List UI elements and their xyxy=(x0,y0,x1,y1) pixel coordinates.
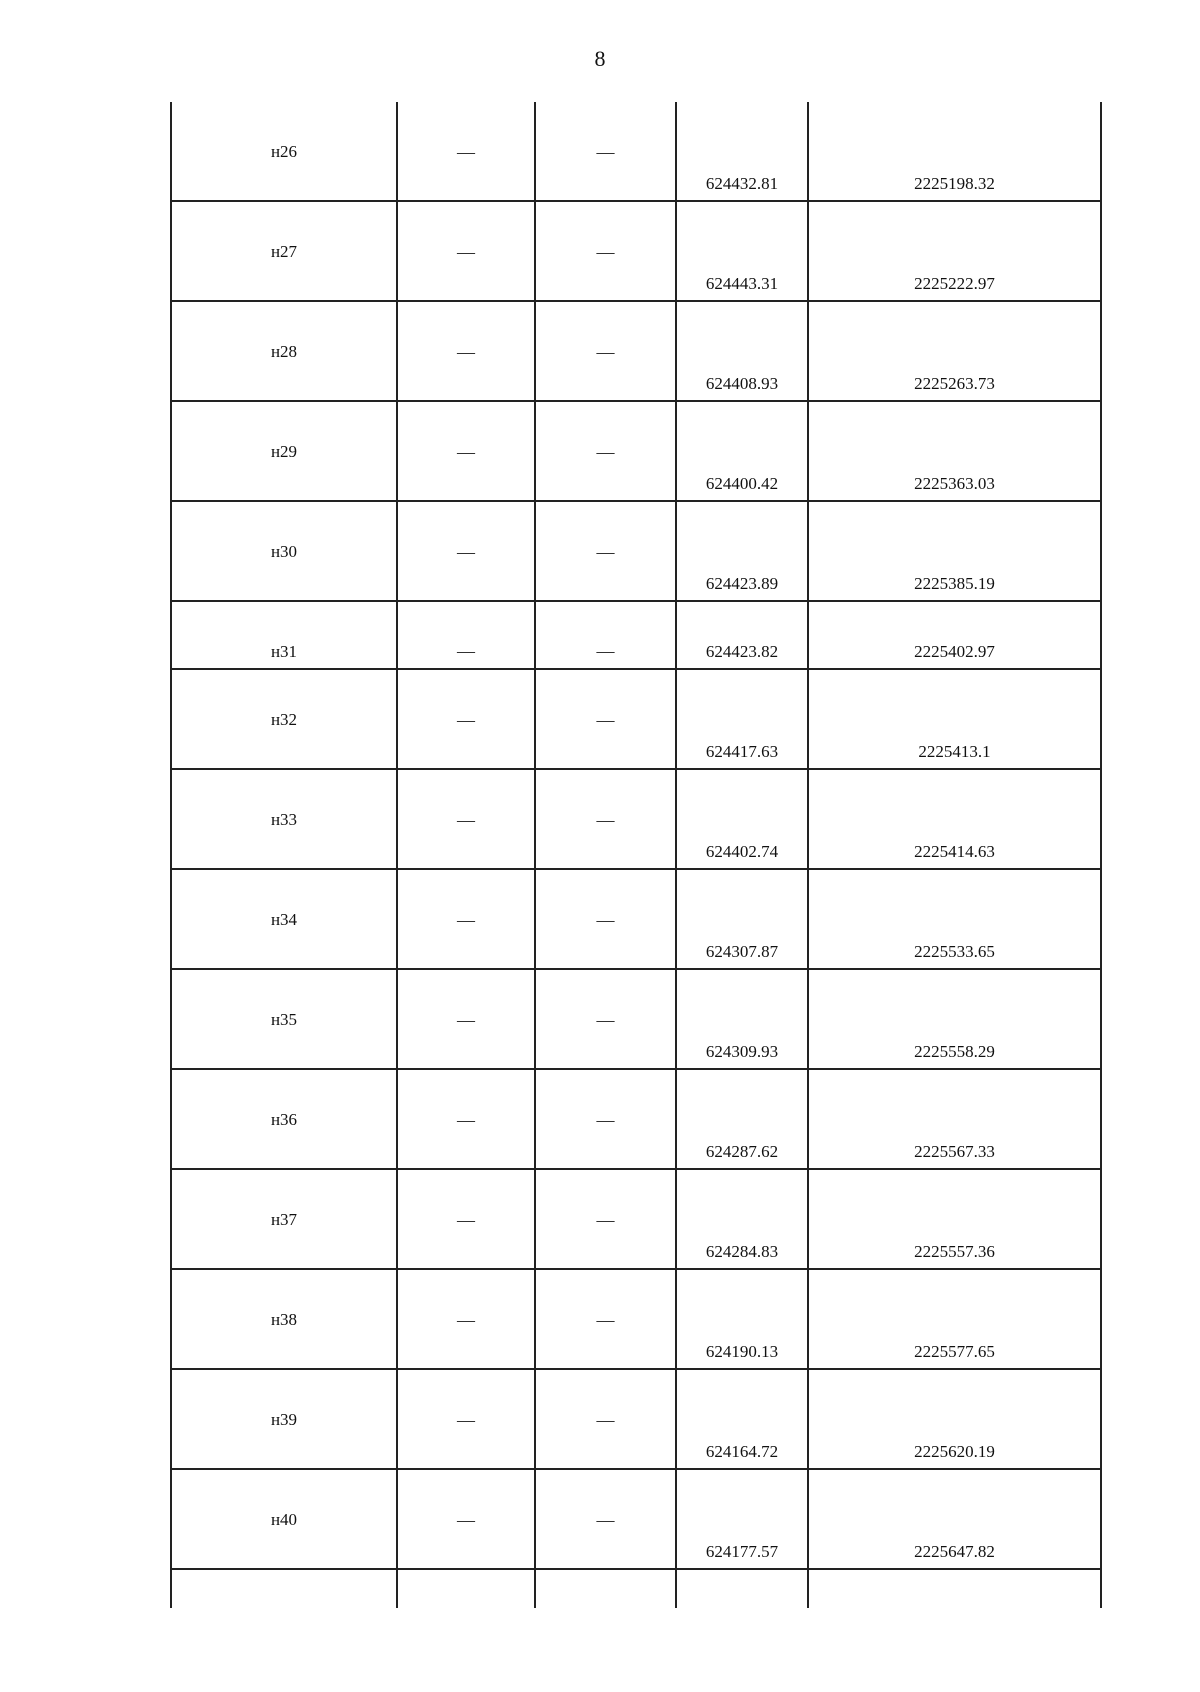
y-coordinate-cell xyxy=(807,670,1102,768)
dash-cell-text: — xyxy=(457,1310,475,1330)
dash-cell xyxy=(396,102,534,200)
y-coordinate-cell xyxy=(807,770,1102,868)
x-coordinate-cell xyxy=(675,602,807,668)
x-coordinate-cell xyxy=(675,1170,807,1268)
dash-cell-text: — xyxy=(596,1110,615,1130)
x-coordinate-cell xyxy=(675,1470,807,1568)
dash-cell-text: — xyxy=(457,1510,475,1530)
x-coordinate-cell xyxy=(675,1070,807,1168)
point-name-cell xyxy=(170,670,396,768)
dash-cell xyxy=(534,1170,675,1268)
dash-cell-text: — xyxy=(457,342,475,362)
y-coordinate-cell-text: 2225577.65 xyxy=(914,1342,995,1361)
dash-cell xyxy=(396,302,534,400)
y-coordinate-cell xyxy=(807,102,1102,200)
point-name-cell-text: н34 xyxy=(270,910,298,929)
y-coordinate-cell-text: 2225414.63 xyxy=(914,842,995,861)
dash-cell xyxy=(534,402,675,500)
dash-cell xyxy=(396,502,534,600)
y-coordinate-cell-text: 2225647.82 xyxy=(914,1542,995,1561)
y-coordinate-cell xyxy=(807,1470,1102,1568)
dash-cell xyxy=(534,1470,675,1568)
dash-cell-text: — xyxy=(596,810,615,830)
table-row xyxy=(170,970,1102,1070)
point-name-cell xyxy=(170,770,396,868)
dash-cell xyxy=(396,970,534,1068)
x-coordinate-cell xyxy=(675,302,807,400)
x-coordinate-cell-text: 624402.74 xyxy=(705,842,779,861)
point-name-cell-text: н26 xyxy=(270,142,298,161)
dash-cell xyxy=(396,1270,534,1368)
x-coordinate-cell xyxy=(675,770,807,868)
table-row xyxy=(170,1470,1102,1570)
dash-cell-text: — xyxy=(457,710,475,730)
y-coordinate-cell xyxy=(807,302,1102,400)
dash-cell-text: — xyxy=(596,542,615,562)
x-coordinate-cell-text: 624287.62 xyxy=(705,1142,779,1161)
x-coordinate-cell-text: 624307.87 xyxy=(705,942,779,961)
x-coordinate-cell xyxy=(675,970,807,1068)
dash-cell-text: — xyxy=(596,910,615,930)
x-coordinate-cell xyxy=(675,102,807,200)
table-row xyxy=(170,502,1102,602)
dash-cell xyxy=(534,1070,675,1168)
dash-cell-text: — xyxy=(457,142,475,162)
dash-cell xyxy=(534,602,675,668)
point-name-cell-text: н31 xyxy=(270,642,298,661)
dash-cell-text: — xyxy=(596,242,615,262)
y-coordinate-cell xyxy=(807,602,1102,668)
y-coordinate-cell-text: 2225413.1 xyxy=(918,742,991,761)
dash-cell-text: — xyxy=(596,1010,615,1030)
dash-cell-text: — xyxy=(596,142,615,162)
y-coordinate-cell-text: 2225222.97 xyxy=(914,274,995,293)
point-name-cell xyxy=(170,402,396,500)
dash-cell-text: — xyxy=(596,1410,615,1430)
dash-cell xyxy=(534,502,675,600)
x-coordinate-cell xyxy=(675,870,807,968)
dash-cell xyxy=(396,1370,534,1468)
x-coordinate-cell xyxy=(675,670,807,768)
x-coordinate-cell xyxy=(675,1370,807,1468)
y-coordinate-cell-text: 2225402.97 xyxy=(914,642,995,661)
x-coordinate-cell xyxy=(675,502,807,600)
y-coordinate-cell-text: 2225557.36 xyxy=(914,1242,995,1261)
x-coordinate-cell-text: 624417.63 xyxy=(705,742,779,761)
dash-cell xyxy=(396,670,534,768)
dash-cell-text: — xyxy=(457,542,475,562)
dash-cell-text: — xyxy=(596,342,615,362)
dash-cell xyxy=(396,602,534,668)
y-coordinate-cell xyxy=(807,970,1102,1068)
dash-cell-text: — xyxy=(457,242,475,262)
dash-cell xyxy=(396,202,534,300)
dash-cell xyxy=(396,402,534,500)
y-coordinate-cell-text: 2225263.73 xyxy=(914,374,995,393)
table-row xyxy=(170,202,1102,302)
dash-cell xyxy=(534,1370,675,1468)
point-name-cell-text: н38 xyxy=(270,1310,298,1329)
table-row xyxy=(170,1270,1102,1370)
point-name-cell xyxy=(170,102,396,200)
dash-cell-text: — xyxy=(596,1510,615,1530)
tail-cell xyxy=(675,1570,807,1608)
point-name-cell xyxy=(170,502,396,600)
tail-cell xyxy=(807,1570,1102,1608)
x-coordinate-cell-text: 624423.82 xyxy=(705,642,779,661)
x-coordinate-cell xyxy=(675,402,807,500)
dash-cell xyxy=(396,1470,534,1568)
y-coordinate-cell xyxy=(807,1070,1102,1168)
y-coordinate-cell-text: 2225363.03 xyxy=(914,474,995,493)
y-coordinate-cell-text: 2225558.29 xyxy=(914,1042,995,1061)
y-coordinate-cell-text: 2225198.32 xyxy=(914,174,995,193)
x-coordinate-cell-text: 624443.31 xyxy=(705,274,779,293)
x-coordinate-cell-text: 624432.81 xyxy=(705,174,779,193)
y-coordinate-cell xyxy=(807,502,1102,600)
dash-cell-text: — xyxy=(596,1210,615,1230)
point-name-cell-text: н30 xyxy=(270,542,298,561)
dash-cell-text: — xyxy=(457,810,475,830)
table-row xyxy=(170,402,1102,502)
point-name-cell-text: н33 xyxy=(270,810,298,829)
point-name-cell-text: н37 xyxy=(270,1210,298,1229)
point-name-cell-text: н32 xyxy=(270,710,298,729)
point-name-cell xyxy=(170,1270,396,1368)
dash-cell xyxy=(534,202,675,300)
dash-cell xyxy=(534,102,675,200)
dash-cell-text: — xyxy=(596,442,615,462)
x-coordinate-cell-text: 624408.93 xyxy=(705,374,779,393)
dash-cell xyxy=(534,870,675,968)
dash-cell-text: — xyxy=(457,910,475,930)
dash-cell xyxy=(534,670,675,768)
x-coordinate-cell-text: 624309.93 xyxy=(705,1042,779,1061)
dash-cell xyxy=(396,1170,534,1268)
point-name-cell-text: н36 xyxy=(270,1110,298,1129)
table-row xyxy=(170,1070,1102,1170)
dash-cell-text: — xyxy=(457,641,475,661)
dash-cell xyxy=(534,302,675,400)
point-name-cell xyxy=(170,1470,396,1568)
dash-cell-text: — xyxy=(457,1110,475,1130)
y-coordinate-cell xyxy=(807,870,1102,968)
y-coordinate-cell-text: 2225567.33 xyxy=(914,1142,995,1161)
x-coordinate-cell-text: 624177.57 xyxy=(705,1542,779,1561)
dash-cell xyxy=(396,770,534,868)
y-coordinate-cell xyxy=(807,202,1102,300)
table-continuation-row xyxy=(170,1570,1102,1608)
table-row xyxy=(170,602,1102,670)
point-name-cell xyxy=(170,1370,396,1468)
table-row xyxy=(170,102,1102,202)
table-body xyxy=(170,102,1102,1570)
y-coordinate-cell xyxy=(807,1170,1102,1268)
point-name-cell-text: н40 xyxy=(270,1510,298,1529)
table-row xyxy=(170,670,1102,770)
point-name-cell xyxy=(170,970,396,1068)
dash-cell xyxy=(534,1270,675,1368)
table-row xyxy=(170,870,1102,970)
point-name-cell-text: н35 xyxy=(270,1010,298,1029)
y-coordinate-cell xyxy=(807,402,1102,500)
point-name-cell xyxy=(170,1070,396,1168)
coordinates-table xyxy=(170,102,1102,1608)
x-coordinate-cell-text: 624190.13 xyxy=(705,1342,779,1361)
table-row xyxy=(170,302,1102,402)
page-number: 8 xyxy=(594,46,606,71)
tail-cell xyxy=(534,1570,675,1608)
y-coordinate-cell-text: 2225533.65 xyxy=(914,942,995,961)
dash-cell-text: — xyxy=(596,1310,615,1330)
dash-cell-text: — xyxy=(596,710,615,730)
x-coordinate-cell-text: 624164.72 xyxy=(705,1442,779,1461)
dash-cell xyxy=(534,970,675,1068)
y-coordinate-cell-text: 2225385.19 xyxy=(914,574,995,593)
point-name-cell xyxy=(170,1170,396,1268)
table-row xyxy=(170,1370,1102,1470)
point-name-cell-text: н28 xyxy=(270,342,298,361)
dash-cell xyxy=(534,770,675,868)
point-name-cell-text: н39 xyxy=(270,1410,298,1429)
dash-cell xyxy=(396,1070,534,1168)
point-name-cell xyxy=(170,302,396,400)
tail-cell xyxy=(396,1570,534,1608)
dash-cell-text: — xyxy=(457,442,475,462)
x-coordinate-cell-text: 624400.42 xyxy=(705,474,779,493)
point-name-cell xyxy=(170,202,396,300)
dash-cell-text: — xyxy=(457,1210,475,1230)
dash-cell xyxy=(396,870,534,968)
y-coordinate-cell-text: 2225620.19 xyxy=(914,1442,995,1461)
point-name-cell xyxy=(170,870,396,968)
point-name-cell-text: н27 xyxy=(270,242,298,261)
tail-cell xyxy=(170,1570,396,1608)
x-coordinate-cell-text: 624423.89 xyxy=(705,574,779,593)
point-name-cell-text: н29 xyxy=(270,442,298,461)
table-row xyxy=(170,1170,1102,1270)
dash-cell-text: — xyxy=(457,1010,475,1030)
dash-cell-text: — xyxy=(596,641,615,661)
y-coordinate-cell xyxy=(807,1270,1102,1368)
table-row xyxy=(170,770,1102,870)
x-coordinate-cell xyxy=(675,202,807,300)
dash-cell-text: — xyxy=(457,1410,475,1430)
x-coordinate-cell xyxy=(675,1270,807,1368)
point-name-cell xyxy=(170,602,396,668)
y-coordinate-cell xyxy=(807,1370,1102,1468)
x-coordinate-cell-text: 624284.83 xyxy=(705,1242,779,1261)
